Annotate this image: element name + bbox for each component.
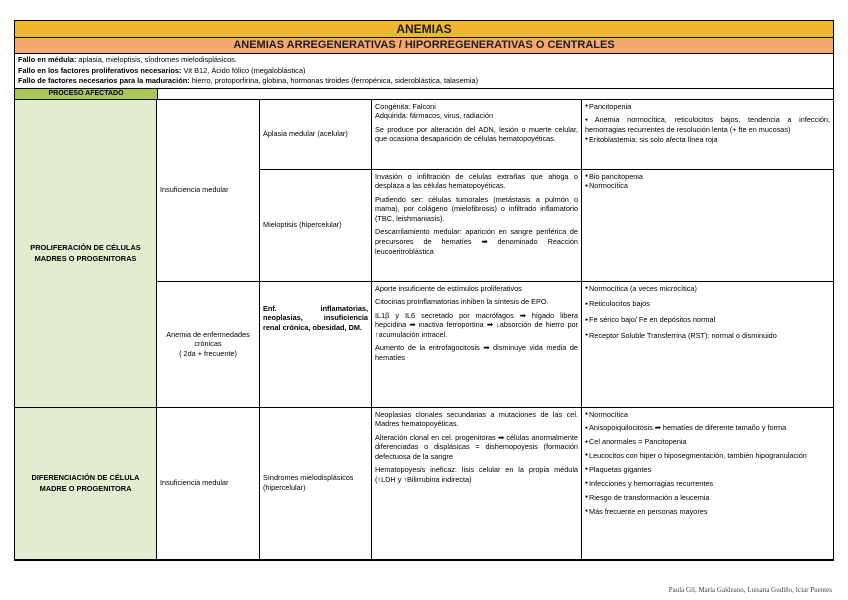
mielodisplasico-desc: Neoplasias clonales secundarias a mutaciones de las cel. Madres hematopoyéticas. Alteración clonal en cel. progenitoras ➡ células anormalmente diferenciadas o displásicas = dishemopoyesis (formación defectuosa de la sangre Hematopoyesis ineficaz: lisis celular en la propia médula (↑LDH y ↑Bilirrubina indirecta) (372, 408, 582, 560)
aplasia-features: ● Pancitopenia ● Anemia normocítica, reticulocitos bajos, tendencia a infección, hemorragias recurrentes de resolución lenta (+ fte en mucosas) ● Eritoblastemia: sis solo afecta línea roja (582, 100, 833, 170)
aplasia-name: Aplasia medular (acelular) (260, 100, 372, 170)
info-line: Fallo en médula: aplasia, mieloptisis, síndromes mielodisplásicos. (18, 55, 237, 64)
authors-footer: Paula Gil, María Galdeano, Luisana Gudiño, Iciar Puentes (668, 586, 832, 594)
aplasia-desc: Congénita: Falconi Adquirida: fármacos, virus, radiación Se produce por alteración del ADN, lesión o muerte celular, que ocasiona desaparición de células hematopoyéticas. (372, 100, 582, 170)
info-block (15, 54, 833, 89)
proceso-proliferacion: PROLIFERACIÓN DE CÉLULAS MADRES O PROGENITORAS (15, 100, 157, 408)
mecanismo-insuficiencia: Insuficiencia medular (157, 100, 260, 282)
info-line: Fallo en los factores proliferativos necesarios: Vit B12, Ácido fólico (megaloblástica) (18, 65, 306, 75)
mecanismo-cronica: Anemia de enfermedades crónicas ( 2da + frecuente) (157, 282, 260, 408)
info-line: Fallo de factores necesarios para la maduración: hierro, protoporfirina, globina, hormonas tiroides (ferropénica, sideroblástica, talasemia) (18, 76, 479, 85)
mielodisplasico-features: ● Normocítica ● Anisopoiquilocitosis ➡ hematíes de diferente tamaño y forma ● Cel anormales = Pancitopenia ● Leucocitos con hiper o hiposegmentación, también hipogranulación ● Plaquetas gigantes ● Infecciones y hemorragias recurrentes ● Riesgo de transformación a leucemia ● Más frecuente en personas mayores (582, 408, 833, 560)
mieloptisis-desc: Invasión o infiltración de células extrañas que ahoga o desplaza a las células hematopoyéticas. Pudiendo ser: células tumorales (metástasis a pulmón o mama), por colágeno (mielofibrosis) o infiltrado inflamatorio (TBC, leishmaniasis). Descarrilamiento medular: aparición en sangre periférica de precursores de hematíes ➡ denominado Reacción leucoeritroblástica (372, 170, 582, 282)
content-grid (15, 100, 833, 560)
mieloptisis-features: ● Bio pancitopenia ● Normocítica (582, 170, 833, 282)
cronica-features: ● Normocítica (a veces microcítica) ● Reticulocitos bajos ● Fe sérico bajo/ Fe en depósitos normal ● Receptor Soluble Transferrina (RST): normal o disminuido (582, 282, 833, 408)
proceso-header: PROCESO AFECTADO (15, 89, 158, 99)
proceso-diferenciacion: DIFERENCIACIÓN DE CÉLULA MADRE O PROGENITORA (15, 408, 157, 560)
cronica-desc: Aporte insuficiente de estímulos proliferativos Citocinas proinflamatorias inhiben la síntesis de EPO. IL1β y IL6 secretado por macrófagos ➡ hígado libera hepcidina ➡ inactiva ferroportina ➡ ↓absorción de hierro por ↑acumulación intracel. Aumento de la eritrofagocitosis ➡ disminuye vida media de hematíes (372, 282, 582, 408)
table-subtitle: ANEMIAS ARREGENERATIVAS / HIPORREGENERATIVAS O CENTRALES (15, 38, 833, 54)
mielodisplasico-name: Síndromes mielodisplásicos (hipercelular) (260, 408, 372, 560)
mecanismo-insuficiencia-2: Insuficiencia medular (157, 408, 260, 560)
mieloptisis-name: Mieloptisis (hipercelular) (260, 170, 372, 282)
header-row (15, 89, 833, 100)
cronica-causas: Enf. inflamatorias, neoplasias, insuficiencia renal crónica, obesidad, DM. (260, 282, 372, 408)
anemias-table (14, 20, 834, 561)
table-title: ANEMIAS (15, 21, 833, 38)
